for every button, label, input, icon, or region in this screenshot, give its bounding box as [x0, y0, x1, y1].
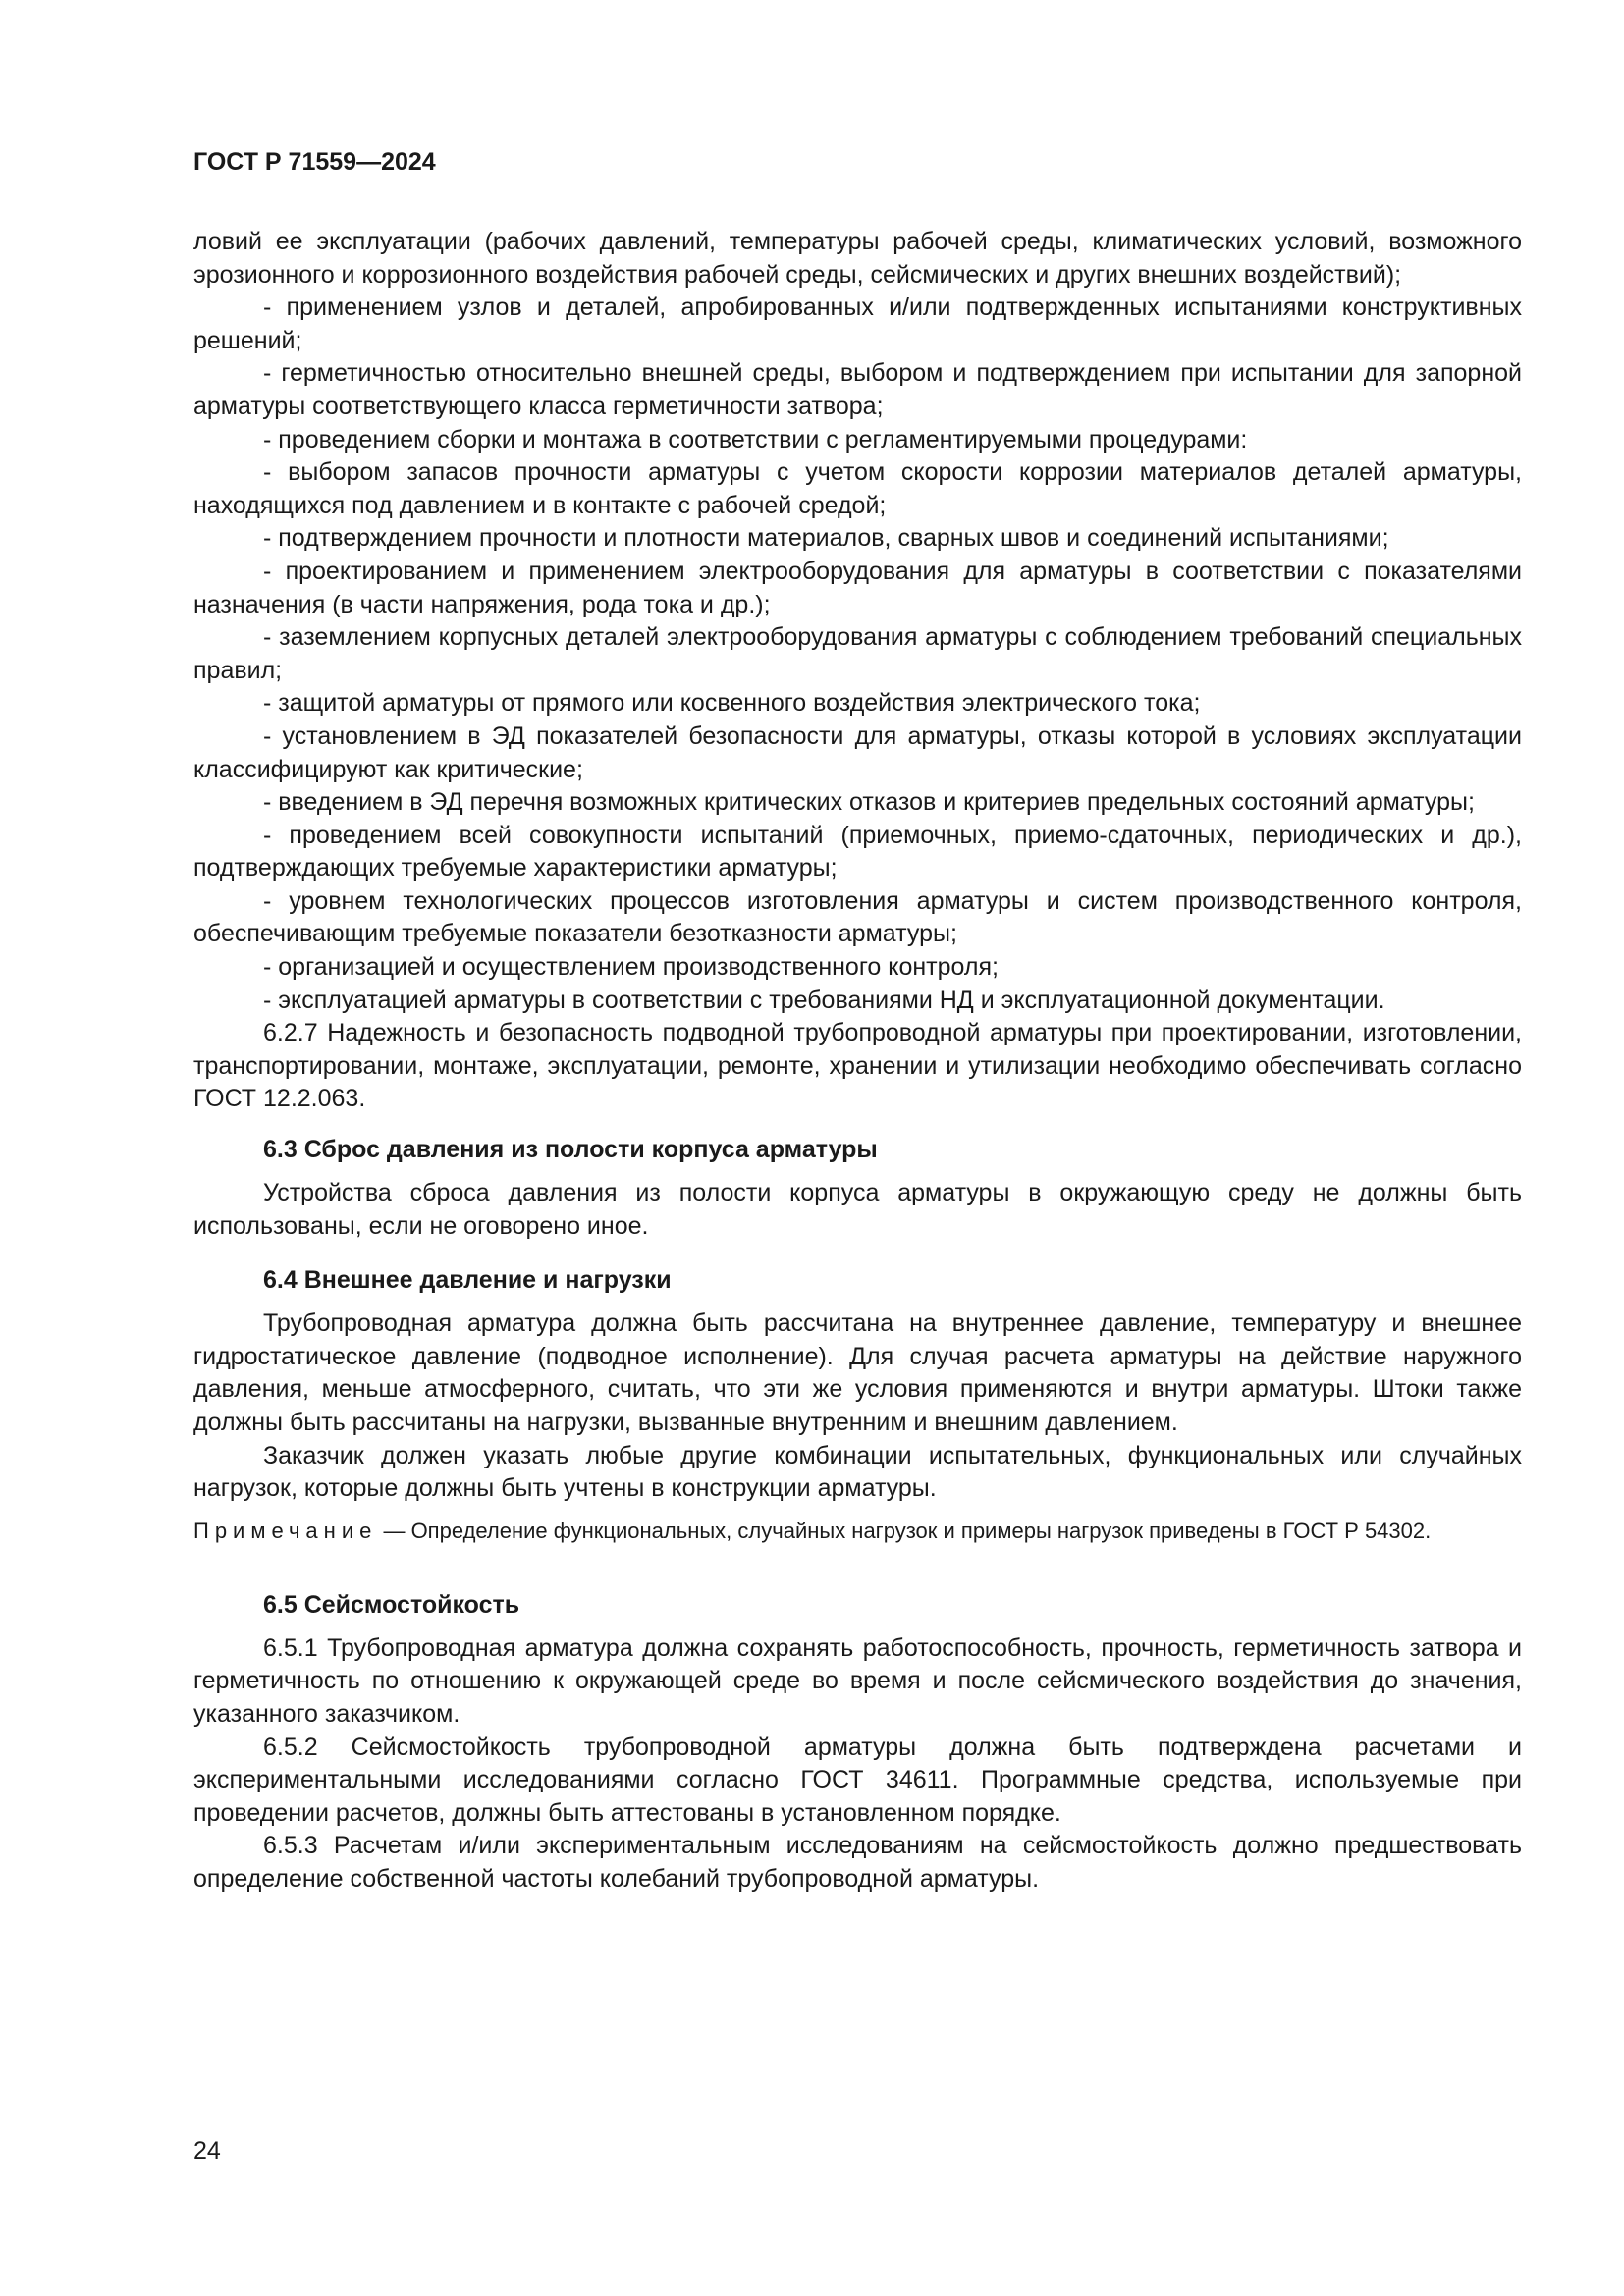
list-item: - установлением в ЭД показателей безопасности для арматуры, отказы которой в условиях эксплуатации классифицируют как критические; — [193, 721, 1522, 783]
list-item: - проектированием и применением электрооборудования для арматуры в соответствии с показателями назначения (в части напряжения, рода тока и др.); — [193, 557, 1522, 618]
list-item: - введением в ЭД перечня возможных критических отказов и критериев предельных состояний арматуры; — [263, 788, 1475, 817]
note-text: — Определение функциональных, случайных нагрузок и примеры нагрузок приведены в ГОСТ Р 54302. — [377, 1518, 1432, 1543]
section-heading-6-3: 6.3 Сброс давления из полости корпуса арматуры — [263, 1136, 878, 1164]
clause-6-5-2: 6.5.2 Сейсмостойкость трубопроводной арматуры должна быть подтверждена расчетами и экспериментальными исследованиями согласно ГОСТ 34611. Программные средства, используемые при проведении расчетов, должны быть аттестованы в установленном порядке. — [193, 1733, 1522, 1827]
list-item: - уровнем технологических процессов изготовления арматуры и систем производственного контроля, обеспечивающим требуемые показатели безотказности арматуры; — [193, 886, 1522, 948]
clause-6-5-3: 6.5.3 Расчетам и/или экспериментальным исследованиям на сейсмостойкость должно предшествовать определение собственной частоты колебаний трубопроводной арматуры. — [193, 1832, 1522, 1893]
paragraph: ловий ее эксплуатации (рабочих давлений, температуры рабочей среды, климатических условий, возможного эрозионного и коррозионного воздействия рабочей среды, сейсмических и других внешних воздействий); — [193, 228, 1522, 289]
list-item: - эксплуатацией арматуры в соответствии с требованиями НД и эксплуатационной документации. — [263, 986, 1385, 1014]
document-header: ГОСТ Р 71559—2024 — [193, 148, 436, 176]
list-item: - применением узлов и деталей, апробированных и/или подтвержденных испытаниями конструктивных решений; — [193, 294, 1522, 354]
list-item: - организацией и осуществлением производственного контроля; — [263, 953, 999, 982]
list-item: - герметичностью относительно внешней среды, выбором и подтверждением при испытании для запорной арматуры соответствующего класса герметичности затвора; — [193, 359, 1522, 420]
paragraph: Заказчик должен указать любые другие комбинации испытательных, функциональных или случайных нагрузок, которые должны быть учтены в конструкции арматуры. — [193, 1441, 1522, 1503]
list-item: - защитой арматуры от прямого или косвенного воздействия электрического тока; — [263, 689, 1201, 718]
paragraph: Устройства сброса давления из полости корпуса арматуры в окружающую среду не должны быть использованы, если не оговорено иное. — [193, 1179, 1522, 1240]
list-item: - проведением сборки и монтажа в соответствии с регламентируемыми процедурами: — [263, 425, 1248, 454]
section-heading-6-5: 6.5 Сейсмостойкость — [263, 1590, 520, 1619]
page-content — [193, 226, 1522, 1896]
clause-6-5-1: 6.5.1 Трубопроводная арматура должна сохранять работоспособность, прочность, герметичность затвора и герметичность по отношению к окружающей среде во время и после сейсмического воздействия до значения, указанного заказчиком. — [193, 1633, 1522, 1728]
clause-6-2-7: 6.2.7 Надежность и безопасность подводной трубопроводной арматуры при проектировании, изготовлении, транспортировании, монтаже, эксплуатации, ремонте, хранении и утилизации необходимо обеспечивать согласно ГОСТ 12.2.063. — [193, 1019, 1522, 1113]
list-item: - заземлением корпусных деталей электрооборудования арматуры с соблюдением требований специальных правил; — [193, 623, 1522, 684]
list-item: - подтверждением прочности и плотности материалов, сварных швов и соединений испытаниями; — [263, 524, 1389, 553]
page-number: 24 — [193, 2137, 221, 2164]
paragraph: Трубопроводная арматура должна быть рассчитана на внутреннее давление, температуру и внешнее гидростатическое давление (подводное исполнение). Для случая расчета арматуры на действие наружного давления, меньше атмосферного, считать, что эти же условия применяются и внутри арматуры. Штоки также должны быть рассчитаны на нагрузки, вызванные внутренним и внешним давлением. — [193, 1309, 1522, 1436]
note-label: Примечание — [193, 1518, 378, 1543]
section-heading-6-4: 6.4 Внешнее давление и нагрузки — [263, 1266, 672, 1295]
note — [193, 1516, 1522, 1546]
list-item: - выбором запасов прочности арматуры с учетом скорости коррозии материалов деталей арматуры, находящихся под давлением и в контакте с рабочей средой; — [193, 458, 1522, 519]
list-item: - проведением всей совокупности испытаний (приемочных, приемо-сдаточных, периодических и др.), подтверждающих требуемые характеристики арматуры; — [193, 821, 1522, 882]
